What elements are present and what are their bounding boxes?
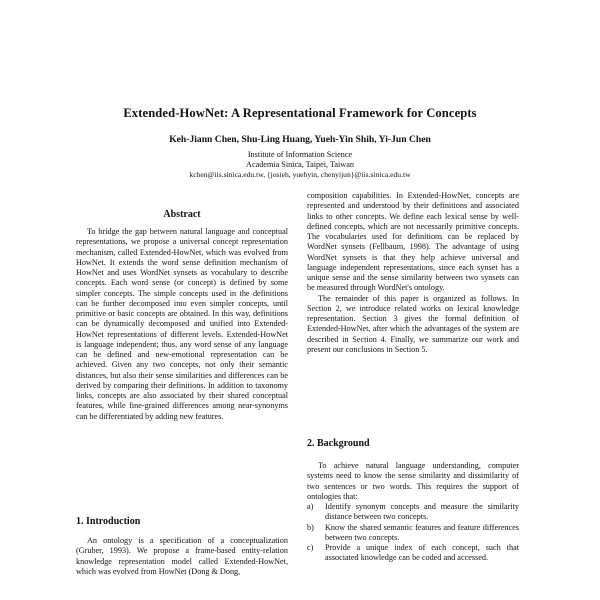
affiliation-institute: Institute of Information Science	[247, 150, 353, 159]
author-emails: kchen@iis.sinica.edu.tw, {josieh, yuehyin, chenyijun}@iis.sinica.edu.tw	[189, 170, 411, 179]
introduction-text: An ontology is a specification of a conceptualization (Gruber, 1993). We propose a frame-based entity-relation knowledge representation model called Extended-HowNet, which was evolved from HowNet (Dong & Dong,	[76, 536, 288, 576]
list-item-text: Know the shared semantic features and feature differences between two concepts.	[325, 522, 519, 542]
list-marker: b)	[307, 522, 314, 532]
background-body	[307, 461, 519, 564]
abstract-body	[76, 227, 288, 422]
paper-title: Extended-HowNet: A Representational Framework for Concepts	[123, 106, 477, 120]
list-marker: c)	[307, 543, 314, 552]
right-paragraph-2: The remainder of this paper is organized as follows. In Section 2, we introduce related works on lexical knowledge representation. Section 3 gives the formal definition of Extended-HowNet, after which the advantages of the system are described in Section 4. Finally, we summarize our work and present our conclusions in Section 5.	[307, 293, 519, 354]
right-paragraph-1: composition capabilities. In Extended-HowNet, concepts are represented and understood by their definitions and associated links to other concepts. We define each lexical sense by well-defined concepts, which are not necessarily primitive concepts. The vocabularies used for definitions can be replaced by WordNet synsets (Fellbaum, 1998). The advantage of using WordNet synsets is that they help achieve universal and language independent representations, since each synset has a unique sense and the sense similarity between two synsets can be measured through WordNet's ontology.	[307, 191, 519, 293]
paper-authors: Keh-Jiann Chen, Shu-Ling Huang, Yueh-Yin Shih, Yi-Jun Chen	[169, 134, 431, 145]
list-item	[307, 543, 519, 564]
list-marker: a)	[307, 502, 314, 511]
abstract-text: To bridge the gap between natural language and conceptual representations, we propose a universal concept representation mechanism, called Extended-HowNet, which was evolved from HowNet. It extends the word sense definition mechanism of HowNet and uses WordNet synsets as vocabulary to describe concepts. Each word sense (or concept) is defined by some simpler concepts. The simple concepts used in the definitions can be further decomposed into even simpler concepts, until primitive or basic concepts are obtained. In this way, definitions can be dynamically decomposed and unified into Extended-HowNet representations of different levels. Extended-HowNet is language independent; thus, any word sense of any language can be defined and new-emotional representation can be achieved. Given any two concepts, not only their semantic distances, but also their sense similarities and differences can be derived by comparing their definitions. In addition to taxonomy links, concepts are also associated by their shared conceptual features, while fine-grained differences among near-synonyms can be differentiated by adding new features.	[76, 227, 288, 421]
right-column-body	[307, 191, 519, 355]
background-text: To achieve natural language understanding, computer systems need to know the sense similarity and dissimilarity of two sentences or two words. This requires the support of ontologies that:	[307, 461, 519, 501]
list-item	[307, 502, 519, 523]
introduction-body	[76, 536, 288, 577]
list-item-text: Identify synonym concepts and measure the similarity distance between two concepts.	[325, 502, 519, 522]
list-item	[307, 523, 519, 544]
affiliation-location: Academia Sinica, Taipei, Taiwan	[246, 160, 354, 169]
requirements-list	[307, 502, 519, 564]
abstract-heading: Abstract	[163, 209, 201, 220]
introduction-heading: 1. Introduction	[76, 516, 141, 527]
list-item-text: Provide a unique index of each concept, such that associated knowledge can be coded and accessed.	[325, 543, 519, 563]
background-heading: 2. Background	[307, 438, 370, 449]
